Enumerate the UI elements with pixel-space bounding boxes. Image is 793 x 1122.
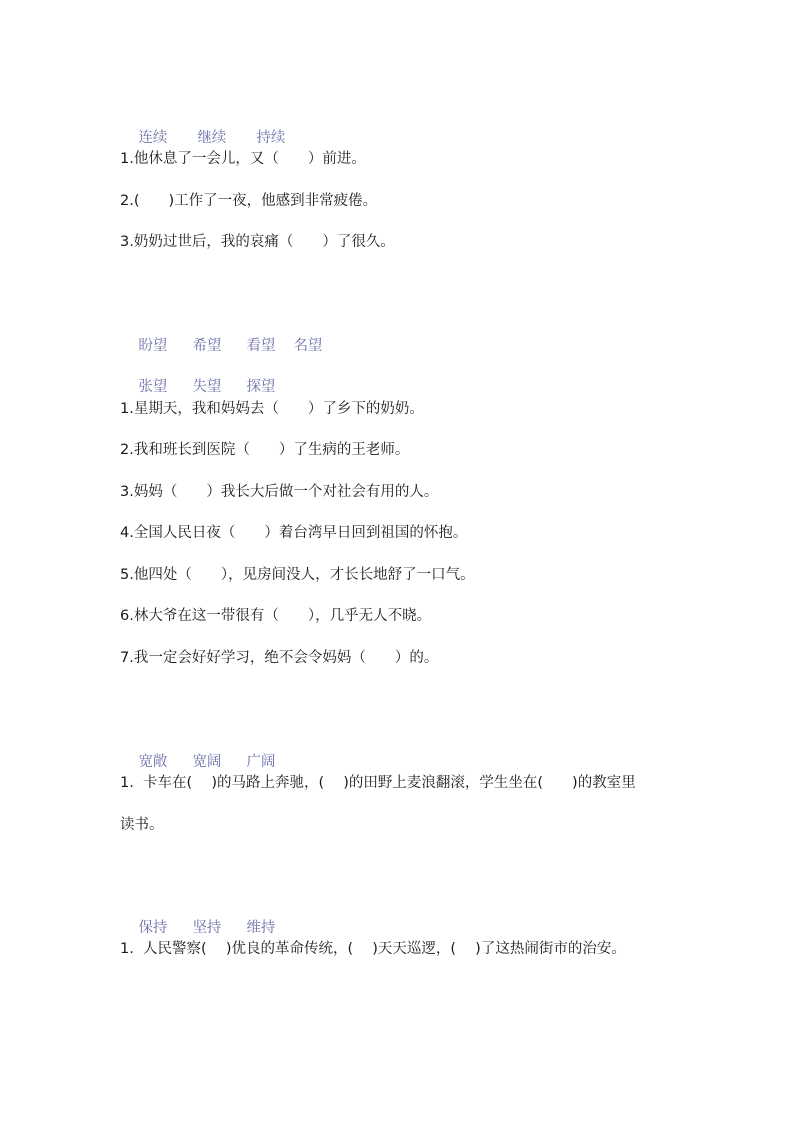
word-option: 盼望 — [138, 338, 168, 354]
word-option: 宽敞 — [138, 754, 168, 770]
question-item: 2.( )工作了一夜，他感到非常疲倦。 — [120, 193, 378, 209]
question-item: 7.我一定会好好学习，绝不会令妈妈（ ）的。 — [120, 650, 439, 666]
question-item: 1. 人民警察( )优良的革命传统，( )天天巡逻，( )了这热闹街市的治安。 — [120, 941, 626, 957]
word-option: 失望 — [192, 379, 222, 395]
word-option: 坚持 — [192, 920, 222, 936]
word-option: 张望 — [138, 379, 168, 395]
word-option: 宽阔 — [192, 754, 222, 770]
word-option: 维持 — [246, 920, 276, 936]
word-option: 名望 — [293, 338, 323, 354]
word-option: 探望 — [246, 379, 276, 395]
word-option: 连续 — [138, 130, 168, 146]
question-item: 6.林大爷在这一带很有（ ），几乎无人不晓。 — [120, 608, 432, 624]
question-item: 1.他休息了一会儿，又（ ）前进。 — [120, 151, 366, 167]
word-option: 希望 — [192, 338, 222, 354]
word-option: 保持 — [138, 920, 168, 936]
question-item: 2.我和班长到医院（ ）了生病的王老师。 — [120, 442, 410, 458]
question-item: 4.全国人民日夜（ ）着台湾早日回到祖国的怀抱。 — [120, 525, 468, 541]
question-item: 5.他四处（ ），见房间没人，才长长地舒了一口气。 — [120, 567, 475, 583]
question-item-continued: 读书。 — [120, 817, 164, 833]
word-option: 看望 — [246, 338, 276, 354]
question-item: 3.妈妈（ ）我长大后做一个对社会有用的人。 — [120, 484, 439, 500]
question-item: 1.星期天，我和妈妈去（ ）了乡下的奶奶。 — [120, 401, 424, 417]
question-item: 1. 卡车在( )的马路上奔驰，( )的田野上麦浪翻滚，学生坐在( )的教室里 — [120, 775, 636, 791]
word-option: 广阔 — [246, 754, 276, 770]
word-option: 持续 — [256, 130, 286, 146]
word-option: 继续 — [197, 130, 227, 146]
question-item: 3.奶奶过世后，我的哀痛（ ）了很久。 — [120, 234, 395, 250]
